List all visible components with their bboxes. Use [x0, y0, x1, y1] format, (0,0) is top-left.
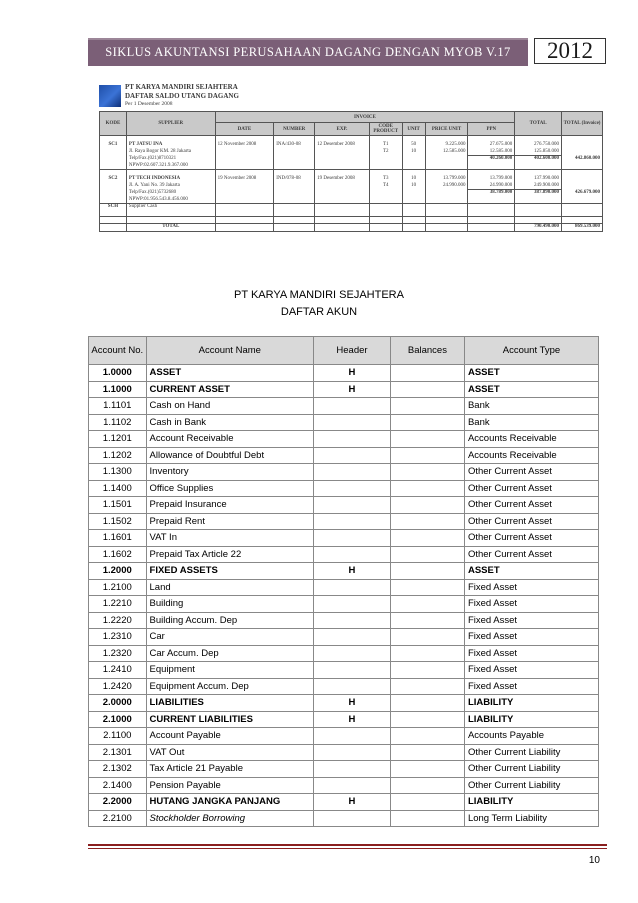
table-row	[89, 728, 599, 745]
balances-cell	[390, 579, 464, 596]
scan-grand: 426.679.000	[562, 190, 603, 197]
scan-date: 19 November 2008	[215, 176, 274, 183]
balances-cell	[390, 612, 464, 629]
scan-exp: 12 Desember 2008	[315, 142, 370, 149]
scan-ppn-sum: 38.789.000	[468, 190, 515, 197]
account-type-cell: Other Current Liability	[464, 744, 598, 761]
table-row	[89, 794, 599, 811]
table-row	[89, 464, 599, 481]
account-name-cell: LIABILITIES	[146, 695, 314, 712]
scan-kode: SC2	[100, 176, 127, 183]
account-name-cell: Stockholder Borrowing	[146, 810, 314, 827]
balances-cell	[390, 513, 464, 530]
scan-supplier: Supplier Cash	[126, 204, 215, 217]
scan-total-row	[100, 224, 603, 232]
scan-row	[100, 183, 603, 190]
account-no-cell: 1.1602	[89, 546, 147, 563]
account-type-cell: Fixed Asset	[464, 579, 598, 596]
scan-ppn: 12.585.000	[468, 149, 515, 156]
scan-col-unit: UNIT	[402, 123, 425, 136]
account-name-cell: Cash on Hand	[146, 398, 314, 415]
scan-kode: SC1	[100, 142, 127, 149]
header-cell	[314, 414, 391, 431]
scan-unit: 10	[402, 176, 425, 183]
account-no-cell: 1.2320	[89, 645, 147, 662]
balances-cell	[390, 596, 464, 613]
table-row	[89, 365, 599, 382]
footer-rule-thin	[88, 848, 607, 849]
doc-title: DAFTAR AKUN	[280, 306, 358, 318]
account-type-cell: ASSET	[464, 365, 598, 382]
balances-cell	[390, 645, 464, 662]
header-cell	[314, 728, 391, 745]
account-type-cell: Fixed Asset	[464, 629, 598, 646]
header-cell	[314, 546, 391, 563]
account-no-cell: 1.1202	[89, 447, 147, 464]
account-name-cell: Car	[146, 629, 314, 646]
account-no-cell: 1.2310	[89, 629, 147, 646]
col-header: Header	[314, 337, 391, 365]
header-cell	[314, 464, 391, 481]
col-balances: Balances	[390, 337, 464, 365]
account-type-cell: Long Term Liability	[464, 810, 598, 827]
scan-date: 12 November 2008	[215, 142, 274, 149]
scan-unit: 10	[402, 183, 425, 190]
header-cell	[314, 777, 391, 794]
balances-cell	[390, 480, 464, 497]
scan-supplier-phone: Telp/Fax.(021)8710321	[126, 156, 215, 163]
balances-cell	[390, 365, 464, 382]
account-no-cell: 1.1300	[89, 464, 147, 481]
scan-number: IND/078-08	[274, 176, 315, 183]
balances-cell	[390, 711, 464, 728]
balances-cell	[390, 563, 464, 580]
doc-company: PT KARYA MANDIRI SEJAHTERA	[234, 289, 404, 301]
scan-kode: SCH	[100, 204, 127, 217]
scan-price: 24.990.000	[425, 183, 468, 190]
table-row	[89, 480, 599, 497]
scan-period: Per 1 Desember 2008	[125, 101, 173, 107]
account-type-cell: Bank	[464, 398, 598, 415]
header-year: 2012	[547, 38, 593, 63]
scan-total-grand: 869.539.000	[562, 224, 603, 232]
scan-title: DAFTAR SALDO UTANG DAGANG	[125, 92, 239, 100]
table-row	[89, 381, 599, 398]
header-cell	[314, 530, 391, 547]
account-name-cell: Prepaid Tax Article 22	[146, 546, 314, 563]
header-cell	[314, 480, 391, 497]
scan-col-invoice: INVOICE	[215, 112, 515, 123]
scan-total: 276.750.000	[515, 142, 562, 149]
account-no-cell: 1.1201	[89, 431, 147, 448]
balances-cell	[390, 744, 464, 761]
account-name-cell: Office Supplies	[146, 480, 314, 497]
account-name-cell: Equipment Accum. Dep	[146, 678, 314, 695]
scan-col-total: TOTAL	[515, 112, 562, 136]
header-title: SIKLUS AKUNTANSI PERUSAHAAN DAGANG DENGAN MYOB V.17	[105, 45, 511, 59]
company-logo-icon	[99, 85, 121, 107]
account-type-cell: Other Current Liability	[464, 761, 598, 778]
account-name-cell: Prepaid Rent	[146, 513, 314, 530]
account-type-cell: Fixed Asset	[464, 662, 598, 679]
balances-cell	[390, 447, 464, 464]
scan-total: 249.900.000	[515, 183, 562, 190]
account-type-cell: Fixed Asset	[464, 612, 598, 629]
scan-price: 13.799.000	[425, 176, 468, 183]
account-type-cell: Other Current Asset	[464, 546, 598, 563]
account-no-cell: 1.1601	[89, 530, 147, 547]
table-row	[89, 761, 599, 778]
scan-ppn: 27.675.000	[468, 142, 515, 149]
table-row	[89, 777, 599, 794]
account-no-cell: 1.2100	[89, 579, 147, 596]
account-type-cell: Other Current Liability	[464, 777, 598, 794]
account-no-cell: 1.2220	[89, 612, 147, 629]
account-no-cell: 2.1000	[89, 711, 147, 728]
scan-total: 137.990.000	[515, 176, 562, 183]
balances-cell	[390, 678, 464, 695]
table-row	[89, 629, 599, 646]
account-name-cell: Cash in Bank	[146, 414, 314, 431]
account-name-cell: CURRENT LIABILITIES	[146, 711, 314, 728]
scan-row	[100, 190, 603, 197]
account-no-cell: 1.1101	[89, 398, 147, 415]
account-no-cell: 2.1400	[89, 777, 147, 794]
balances-cell	[390, 629, 464, 646]
table-row	[89, 612, 599, 629]
scan-company: PT KARYA MANDIRI SEJAHTERA	[125, 83, 238, 91]
balances-cell	[390, 794, 464, 811]
scan-supplier-npwp: NPWP:01.956.543.8.456.000	[126, 197, 215, 204]
account-no-cell: 1.0000	[89, 365, 147, 382]
account-no-cell: 1.2410	[89, 662, 147, 679]
scan-col-price: PRICE UNIT	[425, 123, 468, 136]
header-cell: H	[314, 365, 391, 382]
table-row	[89, 662, 599, 679]
account-no-cell: 1.2210	[89, 596, 147, 613]
scan-row	[100, 197, 603, 204]
balances-cell	[390, 728, 464, 745]
account-name-cell: FIXED ASSETS	[146, 563, 314, 580]
table-row	[89, 513, 599, 530]
account-name-cell: Building	[146, 596, 314, 613]
account-type-cell: Accounts Receivable	[464, 431, 598, 448]
balances-cell	[390, 530, 464, 547]
scan-supplier-phone: Telp/Fax.(021)5732680	[126, 190, 215, 197]
account-type-cell: Accounts Receivable	[464, 447, 598, 464]
header-cell	[314, 579, 391, 596]
header-cell: H	[314, 563, 391, 580]
scan-supplier-address: Jl. A. Yani No. 39 Jakarta	[126, 183, 215, 190]
header-cell	[314, 629, 391, 646]
table-row	[89, 447, 599, 464]
account-no-cell: 1.1400	[89, 480, 147, 497]
account-name-cell: Tax Article 21 Payable	[146, 761, 314, 778]
footer-rule	[88, 844, 607, 846]
account-name-cell: Land	[146, 579, 314, 596]
scan-col-kode: KODE	[100, 112, 127, 136]
account-no-cell: 2.1100	[89, 728, 147, 745]
header-banner	[88, 38, 528, 66]
table-row	[89, 645, 599, 662]
scan-exp: 19 Desember 2008	[315, 176, 370, 183]
account-name-cell: Allowance of Doubtful Debt	[146, 447, 314, 464]
scan-col-ppn: PPN	[468, 123, 515, 136]
table-row	[89, 744, 599, 761]
header-cell	[314, 596, 391, 613]
scan-row	[100, 156, 603, 163]
header-cell	[314, 398, 391, 415]
account-type-cell: Fixed Asset	[464, 645, 598, 662]
account-no-cell: 1.1501	[89, 497, 147, 514]
header-cell: H	[314, 794, 391, 811]
scan-total: 125.850.000	[515, 149, 562, 156]
account-table	[88, 336, 599, 827]
header-cell	[314, 645, 391, 662]
scan-grand: 442.860.000	[562, 156, 603, 163]
table-row	[89, 398, 599, 415]
account-no-cell: 1.1000	[89, 381, 147, 398]
account-name-cell: Pension Payable	[146, 777, 314, 794]
scan-total-sum: 790.490.000	[515, 224, 562, 232]
account-type-cell: Bank	[464, 414, 598, 431]
account-no-cell: 1.2420	[89, 678, 147, 695]
scan-supplier-address: Jl. Raya Bogor KM. 28 Jakarta	[126, 149, 215, 156]
account-type-cell: ASSET	[464, 563, 598, 580]
balances-cell	[390, 695, 464, 712]
table-row	[89, 579, 599, 596]
header-cell: H	[314, 381, 391, 398]
header-cell	[314, 612, 391, 629]
header-cell	[314, 744, 391, 761]
account-name-cell: VAT In	[146, 530, 314, 547]
col-account-no: Account No.	[89, 337, 147, 365]
header-cell	[314, 678, 391, 695]
header-cell: H	[314, 711, 391, 728]
account-type-cell: ASSET	[464, 381, 598, 398]
scan-table	[99, 111, 603, 232]
account-no-cell: 1.1502	[89, 513, 147, 530]
balances-cell	[390, 810, 464, 827]
account-name-cell: Car Accum. Dep	[146, 645, 314, 662]
account-no-cell: 1.2000	[89, 563, 147, 580]
scanned-payables-image	[97, 80, 607, 252]
account-type-cell: LIABILITY	[464, 711, 598, 728]
scan-supplier-npwp: NPWP:02.607.321.9.367.000	[126, 163, 215, 170]
year-box	[534, 38, 606, 64]
balances-cell	[390, 464, 464, 481]
balances-cell	[390, 381, 464, 398]
account-type-cell: Other Current Asset	[464, 530, 598, 547]
account-type-cell: Other Current Asset	[464, 464, 598, 481]
header-cell	[314, 497, 391, 514]
table-row	[89, 497, 599, 514]
scan-col-date: DATE	[215, 123, 274, 136]
scan-price: 9.225.000	[425, 142, 468, 149]
account-no-cell: 2.0000	[89, 695, 147, 712]
account-name-cell: CURRENT ASSET	[146, 381, 314, 398]
scan-row	[100, 149, 603, 156]
scan-price: 12.585.000	[425, 149, 468, 156]
scan-supplier: PT TECH INDONESIA	[126, 176, 215, 183]
table-row	[89, 414, 599, 431]
balances-cell	[390, 414, 464, 431]
scan-total-sum: 402.600.000	[515, 156, 562, 163]
account-no-cell: 2.1302	[89, 761, 147, 778]
scan-unit: 10	[402, 149, 425, 156]
account-no-cell: 2.2000	[89, 794, 147, 811]
account-name-cell: Account Payable	[146, 728, 314, 745]
scan-number: INA/430-08	[274, 142, 315, 149]
header-cell	[314, 810, 391, 827]
account-no-cell: 2.2100	[89, 810, 147, 827]
scan-code: T2	[369, 149, 402, 156]
account-name-cell: HUTANG JANGKA PANJANG	[146, 794, 314, 811]
account-table-header	[89, 337, 599, 365]
account-name-cell: ASSET	[146, 365, 314, 382]
scan-total-label: TOTAL	[126, 224, 215, 232]
account-type-cell: LIABILITY	[464, 695, 598, 712]
header-cell	[314, 431, 391, 448]
scan-col-code: CODE PRODUCT	[369, 123, 402, 136]
col-account-type: Account Type	[464, 337, 598, 365]
header-cell	[314, 662, 391, 679]
balances-cell	[390, 497, 464, 514]
scan-unit: 50	[402, 142, 425, 149]
scan-ppn: 24.990.000	[468, 183, 515, 190]
balances-cell	[390, 662, 464, 679]
balances-cell	[390, 431, 464, 448]
scan-col-total-invoice: TOTAL (Invoice)	[562, 112, 603, 136]
scan-ppn-sum: 40.260.000	[468, 156, 515, 163]
table-row	[89, 678, 599, 695]
table-row	[89, 563, 599, 580]
scan-col-number: NUMBER	[274, 123, 315, 136]
col-account-name: Account Name	[146, 337, 314, 365]
balances-cell	[390, 546, 464, 563]
table-row	[89, 695, 599, 712]
account-name-cell: Equipment	[146, 662, 314, 679]
table-row	[89, 431, 599, 448]
account-name-cell: Prepaid Insurance	[146, 497, 314, 514]
account-no-cell: 1.1102	[89, 414, 147, 431]
table-row	[89, 546, 599, 563]
balances-cell	[390, 398, 464, 415]
account-name-cell: Inventory	[146, 464, 314, 481]
scan-col-exp: EXP.	[315, 123, 370, 136]
scan-col-supplier: SUPPLIER	[126, 112, 215, 136]
account-type-cell: LIABILITY	[464, 794, 598, 811]
page-number: 10	[588, 855, 600, 866]
header-cell	[314, 447, 391, 464]
scan-code: T4	[369, 183, 402, 190]
scan-ppn: 13.799.000	[468, 176, 515, 183]
account-type-cell: Other Current Asset	[464, 513, 598, 530]
account-type-cell: Other Current Asset	[464, 480, 598, 497]
header-cell: H	[314, 695, 391, 712]
scan-row	[100, 204, 603, 217]
header-cell	[314, 513, 391, 530]
scan-row	[100, 163, 603, 170]
account-name-cell: Building Accum. Dep	[146, 612, 314, 629]
header-cell	[314, 761, 391, 778]
account-type-cell: Other Current Asset	[464, 497, 598, 514]
table-row	[89, 810, 599, 827]
scan-total-sum: 387.890.000	[515, 190, 562, 197]
account-type-cell: Accounts Payable	[464, 728, 598, 745]
table-row	[89, 596, 599, 613]
table-row	[89, 530, 599, 547]
table-row	[89, 711, 599, 728]
account-no-cell: 2.1301	[89, 744, 147, 761]
scan-supplier: PT JATSU INA	[126, 142, 215, 149]
balances-cell	[390, 777, 464, 794]
account-type-cell: Fixed Asset	[464, 596, 598, 613]
scan-code: T1	[369, 142, 402, 149]
account-name-cell: Account Receivable	[146, 431, 314, 448]
account-type-cell: Fixed Asset	[464, 678, 598, 695]
balances-cell	[390, 761, 464, 778]
scan-code: T3	[369, 176, 402, 183]
account-name-cell: VAT Out	[146, 744, 314, 761]
